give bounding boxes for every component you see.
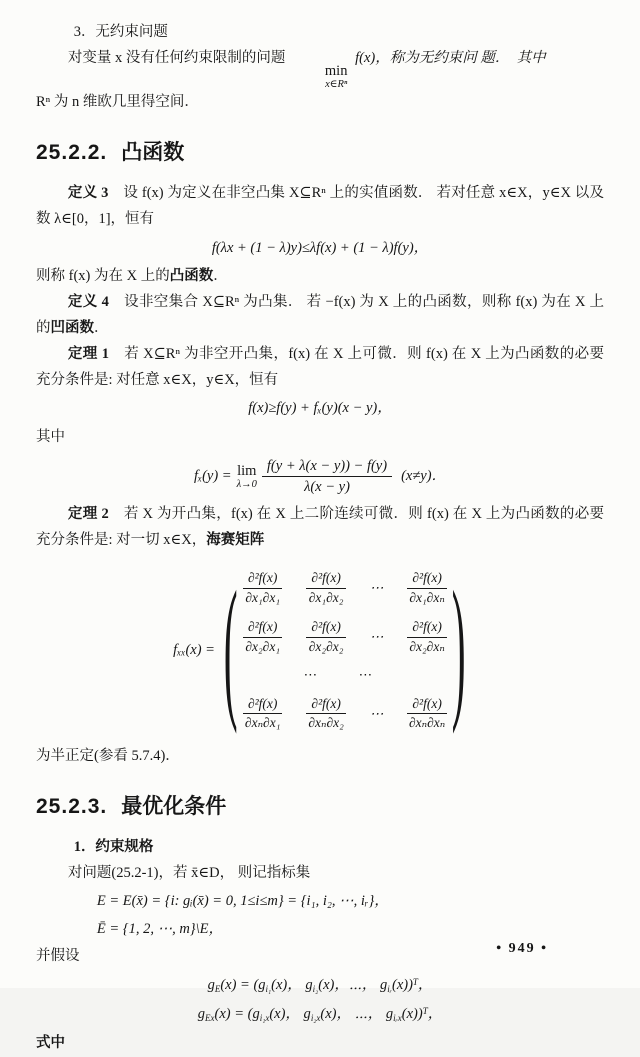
matrix-cell: $\frac{\text{∂²f(x)}}{\text{∂x₁∂x₂}}$	[306, 570, 345, 607]
matrix-cell: $\frac{\text{∂²f(x)}}{\text{∂x₂∂xₙ}}$	[409, 618, 445, 654]
limit-condition: (x≠y)．	[401, 467, 447, 484]
definition-4-paragraph	[36, 290, 604, 342]
euclidean-space-text: Rⁿ 为 n 维欧几里得空间．	[36, 94, 199, 111]
gEx-sub: Ex	[205, 1013, 215, 1024]
matrix-ellipsis: ⋯	[369, 705, 384, 721]
gE-vector-formula	[36, 973, 604, 999]
gEx-part: ，	[427, 1006, 443, 1023]
section-number: 25.2.3.	[36, 795, 108, 819]
gE-part: (x))	[392, 977, 413, 994]
gEx-sub: iᵣx	[393, 1013, 402, 1024]
section-heading-optimality-conditions	[36, 794, 604, 819]
hessian-lhs: fₓₓ(x) =	[173, 642, 215, 659]
hessian-matrix-display	[36, 564, 604, 738]
theorem-1-label: 定理 1	[67, 345, 109, 362]
limit-fraction-numerator: f(y + λ(x − y)) − f(y)	[262, 457, 392, 477]
gradient-inequality-formula	[36, 396, 604, 422]
gE-sub: iᵣ	[387, 984, 392, 995]
definition-3-label: 定义 3	[67, 185, 109, 202]
list-item-constraint-qualification	[36, 835, 604, 861]
convexity-inequality-formula	[36, 236, 604, 262]
min-operator-stack	[293, 64, 347, 90]
shizhong-text: 式中	[36, 1034, 65, 1051]
limit-operator-stack	[237, 464, 257, 490]
limit-lhs: fₓ(y) =	[193, 467, 232, 484]
qizhong-label	[36, 425, 604, 451]
unconstrained-title-text: 3．无约束问题	[73, 24, 168, 40]
gE-transpose: T	[412, 977, 418, 988]
index-set-E-bar-text: Ē = {1, 2, ⋯, m}\E，	[96, 920, 223, 937]
convex-function-conclusion	[36, 264, 604, 290]
matrix-cell: $\frac{\text{∂²f(x)}}{\text{∂x₂∂x₂}}$	[306, 619, 345, 656]
matrix-ellipsis: ⋯	[369, 580, 384, 596]
concave-function-term: 凹函数	[50, 320, 94, 337]
list-item-unconstrained-title	[36, 20, 604, 46]
gEx-vector-formula	[36, 1002, 604, 1028]
matrix-cell: $\frac{\text{∂²f(x)}}{\text{∂xₙ∂x₁}}$	[244, 695, 281, 731]
gE-part: g	[207, 977, 215, 994]
index-set-paragraph	[36, 861, 604, 887]
theorem-2-label: 定理 2	[67, 506, 109, 523]
definition-3-text: 设 f(x) 为定义在非空凸集 X⊆Rⁿ 上的实值函数． 若对任意 x∈X，y∈X 以及数 λ∈[0，1]，恒有	[36, 185, 604, 227]
unconstrained-paragraph-line2	[36, 90, 604, 116]
gEx-part: (x) = (g	[214, 1006, 260, 1023]
page-number	[496, 937, 548, 962]
convexity-inequality-text: f(λx + (1 − λ)y)≤λf(x) + (1 − λ)f(y)，	[211, 239, 429, 256]
left-parenthesis-glyph: (	[224, 562, 238, 737]
semidefinite-note	[36, 744, 604, 770]
index-set-E-text: E = E(x̄) = {i: gᵢ(x̄) = 0, 1≤i≤m} = {i₁, i₂, ⋯, iᵣ}，	[96, 892, 389, 909]
unconstrained-text-before-min: 对变量 x 没有任何约束限制的问题	[67, 49, 286, 66]
conclusion-post: ．	[213, 268, 228, 285]
directional-derivative-formula	[36, 457, 604, 496]
hessian-matrix-term: 海赛矩阵	[206, 532, 265, 549]
jiashe-text: 并假设	[36, 948, 80, 965]
gEx-transpose: T	[422, 1006, 428, 1017]
gE-part: (x)，⋯， g	[318, 977, 388, 994]
gEx-part: g	[197, 1006, 206, 1023]
theorem-1-paragraph	[36, 342, 604, 394]
section-title: 凸函数	[121, 140, 185, 164]
gEx-sub: i₁x	[259, 1013, 270, 1024]
matrix-cell: $\frac{\text{∂²f(x)}}{\text{∂x₁∂x₁}}$	[243, 570, 282, 607]
matrix-ellipsis: ⋯	[369, 628, 384, 644]
matrix-cell: $\frac{\text{∂²f(x)}}{\text{∂xₙ∂xₙ}}$	[408, 695, 446, 731]
limit-operator: lim	[237, 462, 257, 479]
definition-4-text: 设非空集合 X⊆Rⁿ 为凸集． 若 −f(x) 为 X 上的凸函数，则称 f(x) 为在 X 上的	[36, 294, 605, 337]
theorem-2-text: 若 X 为开凸集，f(x) 在 X 上二阶连续可微．则 f(x) 在 X 上为凸函数的必要充分条件是: 对一切 x∈X，	[36, 506, 605, 549]
matrix-cell: $\frac{\text{∂²f(x)}}{\text{∂x₂∂x₁}}$	[243, 619, 282, 656]
index-set-E-formula	[97, 889, 604, 915]
matrix-cell: $\frac{\text{∂²f(x)}}{\text{∂x₁∂xₙ}}$	[409, 569, 445, 605]
convex-function-term: 凸函数	[169, 268, 214, 285]
gEx-part: (x)， g	[269, 1006, 311, 1023]
definition-4-label: 定义 4	[67, 294, 109, 311]
section-title: 最优化条件	[121, 795, 227, 819]
gEx-sub: i₂x	[310, 1013, 321, 1024]
theorem-1-text: 若 X⊆Rⁿ 为非空开凸集，f(x) 在 X 上可微．则 f(x) 在 X 上为凸函数的必要充分条件是: 对任意 x∈X，y∈X，恒有	[36, 345, 604, 388]
right-parenthesis-glyph: )	[451, 562, 466, 737]
constraint-qualification-title: 1．约束规格	[73, 839, 154, 856]
limit-fraction	[262, 457, 392, 496]
theorem-2-paragraph	[36, 502, 604, 554]
unconstrained-paragraph	[36, 46, 604, 90]
matrix-cell: $\frac{\text{∂²f(x)}}{\text{∂xₙ∂x₂}}$	[308, 695, 344, 731]
hessian-matrix-grid	[239, 564, 451, 738]
gradient-inequality-text: f(x)≥f(y) + fₓ(y)(x − y)，	[248, 400, 392, 417]
left-parenthesis	[223, 562, 239, 737]
definition-4-post: ．	[94, 320, 109, 337]
conclusion-pre: 则称 f(x) 为在 X 上的	[36, 268, 170, 285]
gE-sub: i₂	[312, 984, 319, 995]
qizhong-text: 其中	[36, 429, 65, 446]
gE-part: (x) = (g	[220, 977, 266, 994]
matrix-dots-row: ⋯ ⋯	[303, 667, 387, 683]
gEx-part: (x))	[401, 1006, 423, 1023]
gE-part: (x)， g	[271, 977, 313, 994]
shizhong-label	[36, 1031, 604, 1057]
gEx-part: (x)， ⋯， g	[320, 1006, 394, 1023]
limit-fraction-denominator: λ(x − y)	[304, 479, 350, 496]
gE-part: ，	[417, 977, 433, 994]
page-number-text: • 949 •	[496, 941, 548, 957]
gE-sub: i₁	[265, 984, 272, 995]
definition-3-paragraph	[36, 181, 604, 233]
gE-sub: E	[214, 984, 221, 995]
section-heading-convex-functions	[36, 140, 604, 165]
min-operator-subscript: x∈Rⁿ	[325, 79, 348, 91]
unconstrained-text-after-min: f(x)，称为无约束问 题． 其中	[355, 49, 546, 66]
semidefinite-text: 为半正定(参看 5.7.4)．	[36, 748, 180, 765]
limit-subscript: λ→0	[236, 478, 257, 490]
section-number: 25.2.2.	[36, 140, 108, 164]
min-operator: min	[324, 62, 348, 79]
index-set-intro-text: 对问题(25.2-1)，若 x̄∈D， 则记指标集	[67, 865, 311, 882]
right-parenthesis	[451, 562, 467, 737]
